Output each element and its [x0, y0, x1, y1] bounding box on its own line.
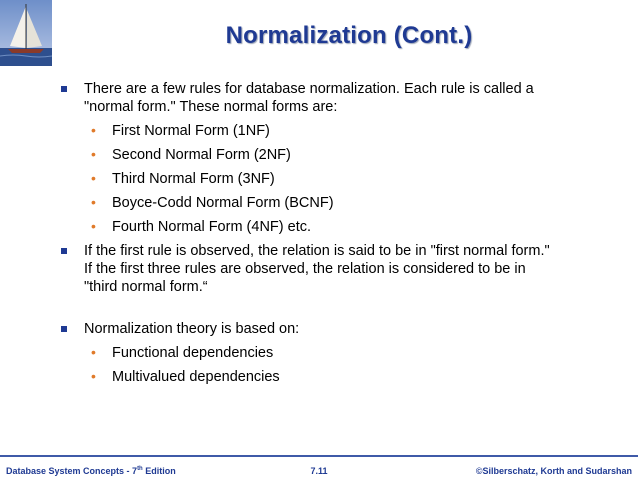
sub-bullet: • Multivalued dependencies [91, 368, 280, 385]
dot-bullet-icon: • [91, 122, 96, 138]
dot-bullet-icon: • [91, 218, 96, 234]
footer-page-number: 7.11 [310, 466, 328, 476]
dot-bullet-icon: • [91, 194, 96, 210]
square-bullet-icon [61, 248, 67, 254]
bullet-first-rule [58, 242, 618, 296]
bullet-line: Normalization theory is based on: [84, 321, 300, 337]
bullet-line: There are a few rules for database normalization. Each rule is called a [84, 81, 534, 97]
bullet-line: If the first three rules are observed, the relation is considered to be in [84, 261, 526, 277]
bullet-line: If the first rule is observed, the relation is said to be in "first normal form." [84, 243, 550, 259]
footer-copyright: ©Silberschatz, Korth and Sudarshan [475, 466, 632, 476]
dot-bullet-icon: • [91, 146, 96, 162]
slide-title: Normalization (Cont.) [225, 22, 473, 49]
dot-bullet-icon: • [91, 170, 96, 186]
sub-bullet: • Second Normal Form (2NF) [91, 146, 291, 163]
sub-bullet: • Fourth Normal Form (4NF) etc. [91, 218, 311, 235]
sailboat-logo [0, 0, 52, 66]
sub-bullet: • Boyce-Codd Normal Form (BCNF) [91, 194, 334, 211]
footer-divider [0, 455, 638, 457]
square-bullet-icon [61, 326, 67, 332]
footer-book-title: Database System Concepts - 7th Edition [6, 466, 176, 476]
square-bullet-icon [61, 86, 67, 92]
dot-bullet-icon: • [91, 368, 96, 384]
sub-bullet: • First Normal Form (1NF) [91, 122, 270, 139]
dot-bullet-icon: • [91, 344, 96, 360]
bullet-theory [58, 320, 618, 338]
bullet-normal-forms [58, 80, 618, 116]
slide-content [58, 80, 618, 386]
sub-bullet: • Functional dependencies [91, 344, 274, 361]
bullet-line: "third normal form.“ [84, 279, 208, 295]
sub-bullet: • Third Normal Form (3NF) [91, 170, 275, 187]
sailboat-icon [0, 0, 52, 66]
bullet-line: "normal form." These normal forms are: [84, 99, 338, 115]
